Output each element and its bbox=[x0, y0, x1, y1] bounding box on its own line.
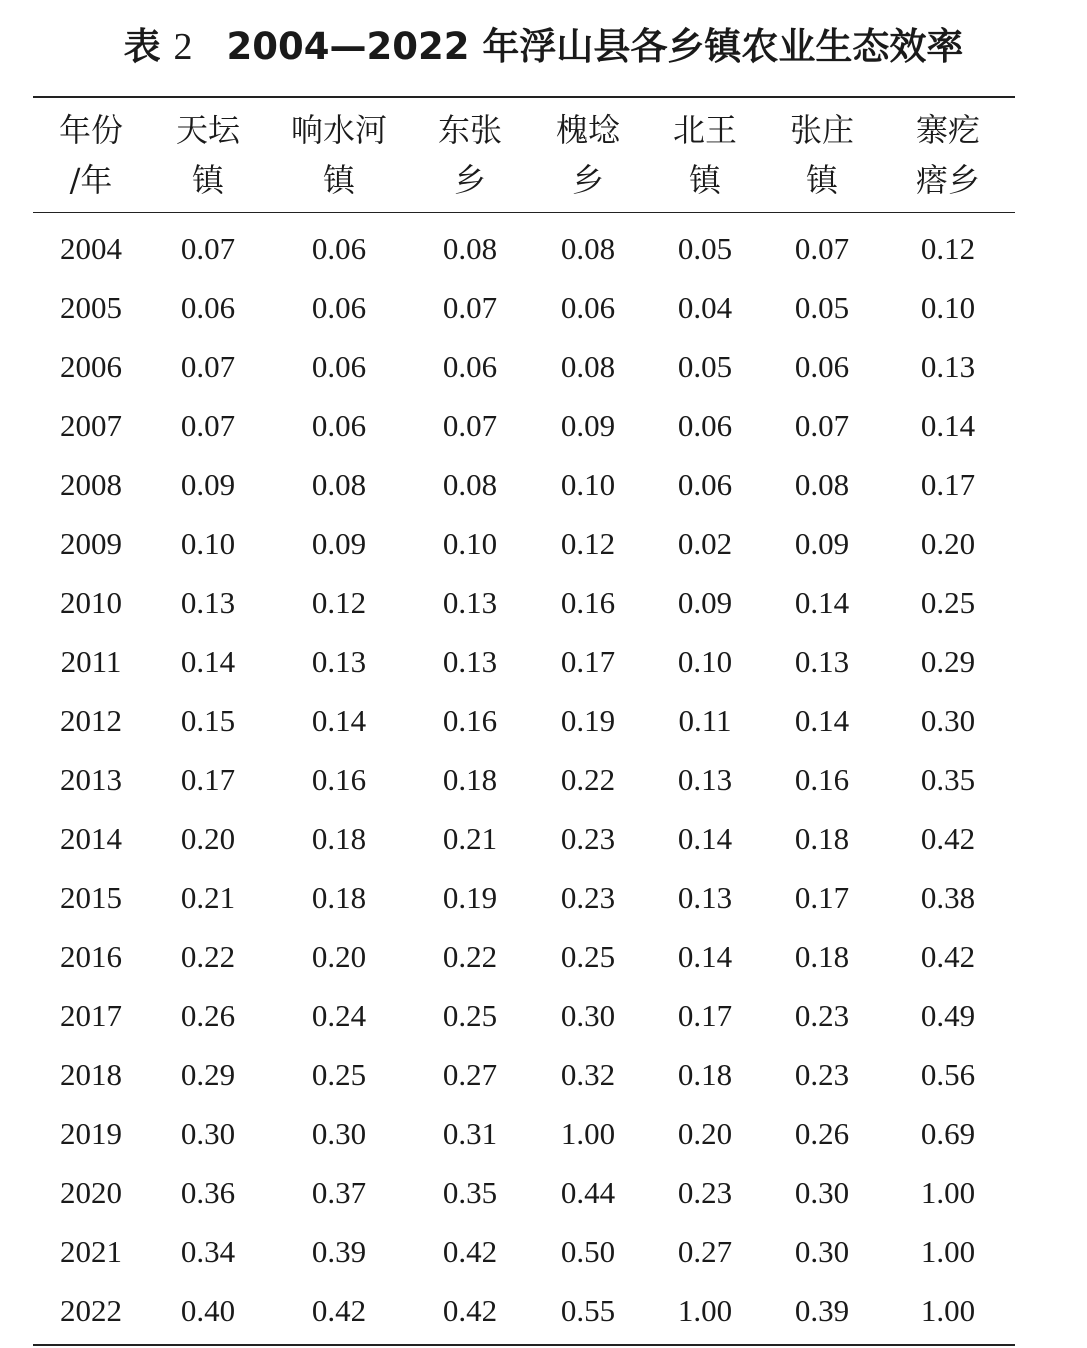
column-header-line: /年 bbox=[69, 161, 113, 199]
year-cell: 2017 bbox=[60, 997, 122, 1033]
year-cell: 2018 bbox=[60, 1056, 122, 1092]
table-row bbox=[33, 1045, 1015, 1104]
value-cell: 0.05 bbox=[677, 230, 733, 266]
value-cell: 0.06 bbox=[794, 348, 850, 384]
value-cell: 0.10 bbox=[677, 643, 733, 679]
value-cell: 0.42 bbox=[920, 820, 976, 856]
value-cell: 0.35 bbox=[920, 761, 976, 797]
value-cell: 0.20 bbox=[677, 1115, 733, 1151]
value-cell: 0.09 bbox=[560, 407, 616, 443]
value-cell: 0.18 bbox=[311, 879, 367, 915]
value-cell: 0.34 bbox=[180, 1233, 236, 1269]
year-cell: 2008 bbox=[60, 466, 122, 502]
column-header-line: 乡 bbox=[571, 161, 604, 199]
value-cell: 0.08 bbox=[311, 466, 367, 502]
table-row bbox=[33, 278, 1015, 337]
value-cell: 0.07 bbox=[180, 230, 236, 266]
year-cell: 2010 bbox=[60, 584, 122, 620]
value-cell: 0.16 bbox=[794, 761, 850, 797]
value-cell: 0.06 bbox=[442, 348, 498, 384]
value-cell: 0.06 bbox=[311, 230, 367, 266]
value-cell: 0.27 bbox=[442, 1056, 498, 1092]
value-cell: 0.37 bbox=[311, 1174, 367, 1210]
value-cell: 0.19 bbox=[442, 879, 498, 915]
table-row bbox=[33, 396, 1015, 455]
table-row bbox=[33, 213, 1015, 279]
value-cell: 0.13 bbox=[677, 879, 733, 915]
column-header bbox=[529, 97, 647, 213]
value-cell: 0.20 bbox=[920, 525, 976, 561]
value-cell: 0.23 bbox=[794, 1056, 850, 1092]
value-cell: 0.49 bbox=[920, 997, 976, 1033]
value-cell: 0.56 bbox=[920, 1056, 976, 1092]
value-cell: 0.39 bbox=[311, 1233, 367, 1269]
value-cell: 0.30 bbox=[560, 997, 616, 1033]
value-cell: 0.05 bbox=[677, 348, 733, 384]
value-cell: 0.08 bbox=[560, 230, 616, 266]
value-cell: 0.14 bbox=[920, 407, 976, 443]
year-cell: 2009 bbox=[60, 525, 122, 561]
year-cell: 2022 bbox=[60, 1292, 122, 1328]
value-cell: 0.38 bbox=[920, 879, 976, 915]
year-cell: 2019 bbox=[60, 1115, 122, 1151]
table-row bbox=[33, 691, 1015, 750]
table-row bbox=[33, 750, 1015, 809]
value-cell: 0.21 bbox=[180, 879, 236, 915]
table-body bbox=[33, 213, 1015, 1346]
value-cell: 0.25 bbox=[442, 997, 498, 1033]
caption-title: 2004—2022 年浮山县各乡镇农业生态效率 bbox=[226, 25, 964, 68]
value-cell: 0.20 bbox=[311, 938, 367, 974]
column-header-line: 镇 bbox=[322, 161, 355, 199]
year-cell: 2014 bbox=[60, 820, 122, 856]
table-row bbox=[33, 1163, 1015, 1222]
value-cell: 0.18 bbox=[311, 820, 367, 856]
value-cell: 0.14 bbox=[677, 938, 733, 974]
table-caption bbox=[0, 22, 1087, 72]
value-cell: 0.07 bbox=[794, 407, 850, 443]
value-cell: 0.25 bbox=[920, 584, 976, 620]
value-cell: 0.08 bbox=[442, 230, 498, 266]
value-cell: 0.07 bbox=[180, 407, 236, 443]
value-cell: 0.23 bbox=[560, 879, 616, 915]
value-cell: 0.07 bbox=[442, 289, 498, 325]
value-cell: 0.14 bbox=[794, 702, 850, 738]
value-cell: 0.04 bbox=[677, 289, 733, 325]
value-cell: 0.14 bbox=[677, 820, 733, 856]
column-header bbox=[881, 97, 1015, 213]
value-cell: 0.09 bbox=[794, 525, 850, 561]
value-cell: 1.00 bbox=[677, 1292, 733, 1328]
column-header-line: 天坛 bbox=[175, 111, 240, 149]
value-cell: 0.39 bbox=[794, 1292, 850, 1328]
table-row bbox=[33, 514, 1015, 573]
efficiency-table bbox=[33, 96, 1015, 1346]
value-cell: 1.00 bbox=[560, 1115, 616, 1151]
value-cell: 0.10 bbox=[560, 466, 616, 502]
column-header-line: 北王 bbox=[672, 111, 737, 149]
value-cell: 0.16 bbox=[311, 761, 367, 797]
value-cell: 0.10 bbox=[180, 525, 236, 561]
value-cell: 0.22 bbox=[180, 938, 236, 974]
value-cell: 0.12 bbox=[920, 230, 976, 266]
year-cell: 2005 bbox=[60, 289, 122, 325]
value-cell: 0.16 bbox=[442, 702, 498, 738]
value-cell: 0.29 bbox=[920, 643, 976, 679]
value-cell: 0.35 bbox=[442, 1174, 498, 1210]
value-cell: 0.30 bbox=[311, 1115, 367, 1151]
value-cell: 0.06 bbox=[311, 407, 367, 443]
table-row bbox=[33, 1281, 1015, 1345]
value-cell: 0.13 bbox=[794, 643, 850, 679]
value-cell: 0.08 bbox=[794, 466, 850, 502]
value-cell: 0.06 bbox=[311, 348, 367, 384]
value-cell: 0.26 bbox=[180, 997, 236, 1033]
value-cell: 0.25 bbox=[311, 1056, 367, 1092]
value-cell: 0.21 bbox=[442, 820, 498, 856]
value-cell: 0.42 bbox=[442, 1292, 498, 1328]
value-cell: 0.17 bbox=[560, 643, 616, 679]
value-cell: 0.23 bbox=[794, 997, 850, 1033]
value-cell: 0.09 bbox=[311, 525, 367, 561]
value-cell: 0.25 bbox=[560, 938, 616, 974]
value-cell: 0.14 bbox=[794, 584, 850, 620]
table-row bbox=[33, 337, 1015, 396]
column-header-line: 年份 bbox=[58, 111, 123, 149]
year-cell: 2012 bbox=[60, 702, 122, 738]
value-cell: 0.06 bbox=[677, 466, 733, 502]
value-cell: 0.18 bbox=[677, 1056, 733, 1092]
value-cell: 0.22 bbox=[442, 938, 498, 974]
value-cell: 0.55 bbox=[560, 1292, 616, 1328]
value-cell: 0.32 bbox=[560, 1056, 616, 1092]
value-cell: 0.30 bbox=[794, 1174, 850, 1210]
column-header bbox=[267, 97, 411, 213]
year-cell: 2006 bbox=[60, 348, 122, 384]
value-cell: 1.00 bbox=[920, 1292, 976, 1328]
table-row bbox=[33, 809, 1015, 868]
value-cell: 0.12 bbox=[311, 584, 367, 620]
value-cell: 0.19 bbox=[560, 702, 616, 738]
value-cell: 0.14 bbox=[180, 643, 236, 679]
value-cell: 0.07 bbox=[794, 230, 850, 266]
value-cell: 0.13 bbox=[442, 584, 498, 620]
column-header-line: 寨疙 bbox=[915, 111, 980, 149]
caption-prefix: 表 bbox=[123, 25, 161, 68]
table-row bbox=[33, 986, 1015, 1045]
value-cell: 0.11 bbox=[678, 702, 732, 738]
value-cell: 0.27 bbox=[677, 1233, 733, 1269]
value-cell: 0.06 bbox=[180, 289, 236, 325]
value-cell: 0.42 bbox=[920, 938, 976, 974]
column-header bbox=[411, 97, 529, 213]
column-header-line: 镇 bbox=[191, 161, 224, 199]
value-cell: 0.10 bbox=[442, 525, 498, 561]
year-cell: 2016 bbox=[60, 938, 122, 974]
value-cell: 0.08 bbox=[442, 466, 498, 502]
column-header bbox=[647, 97, 763, 213]
value-cell: 0.13 bbox=[311, 643, 367, 679]
value-cell: 0.13 bbox=[442, 643, 498, 679]
value-cell: 0.08 bbox=[560, 348, 616, 384]
column-header-line: 响水河 bbox=[290, 111, 387, 149]
value-cell: 0.18 bbox=[794, 820, 850, 856]
column-header bbox=[149, 97, 267, 213]
column-header bbox=[33, 97, 149, 213]
value-cell: 0.06 bbox=[560, 289, 616, 325]
value-cell: 0.06 bbox=[311, 289, 367, 325]
value-cell: 0.13 bbox=[920, 348, 976, 384]
year-cell: 2015 bbox=[60, 879, 122, 915]
value-cell: 0.23 bbox=[560, 820, 616, 856]
year-cell: 2011 bbox=[60, 643, 122, 679]
table-row bbox=[33, 632, 1015, 691]
value-cell: 0.09 bbox=[180, 466, 236, 502]
column-header-line: 瘩乡 bbox=[915, 161, 980, 199]
column-header-line: 镇 bbox=[688, 161, 721, 199]
value-cell: 0.18 bbox=[794, 938, 850, 974]
value-cell: 0.30 bbox=[180, 1115, 236, 1151]
value-cell: 0.15 bbox=[180, 702, 236, 738]
table-row bbox=[33, 1104, 1015, 1163]
year-cell: 2020 bbox=[60, 1174, 122, 1210]
column-header-line: 东张 bbox=[437, 111, 502, 149]
value-cell: 0.17 bbox=[677, 997, 733, 1033]
value-cell: 0.12 bbox=[560, 525, 616, 561]
year-cell: 2007 bbox=[60, 407, 122, 443]
value-cell: 0.10 bbox=[920, 289, 976, 325]
value-cell: 0.13 bbox=[677, 761, 733, 797]
value-cell: 0.07 bbox=[180, 348, 236, 384]
table-row bbox=[33, 927, 1015, 986]
value-cell: 0.50 bbox=[560, 1233, 616, 1269]
column-header-line: 张庄 bbox=[789, 111, 854, 149]
value-cell: 0.17 bbox=[180, 761, 236, 797]
value-cell: 0.13 bbox=[180, 584, 236, 620]
value-cell: 0.20 bbox=[180, 820, 236, 856]
value-cell: 0.17 bbox=[794, 879, 850, 915]
value-cell: 0.17 bbox=[920, 466, 976, 502]
value-cell: 0.42 bbox=[311, 1292, 367, 1328]
table-row bbox=[33, 1222, 1015, 1281]
year-cell: 2021 bbox=[60, 1233, 122, 1269]
value-cell: 1.00 bbox=[920, 1233, 976, 1269]
value-cell: 1.00 bbox=[920, 1174, 976, 1210]
value-cell: 0.06 bbox=[677, 407, 733, 443]
table-row bbox=[33, 455, 1015, 514]
value-cell: 0.44 bbox=[560, 1174, 616, 1210]
value-cell: 0.69 bbox=[920, 1115, 976, 1151]
column-header-line: 镇 bbox=[805, 161, 838, 199]
caption-number: 2 bbox=[173, 26, 193, 68]
value-cell: 0.09 bbox=[677, 584, 733, 620]
value-cell: 0.02 bbox=[677, 525, 733, 561]
column-header-line: 槐埝 bbox=[555, 111, 620, 149]
value-cell: 0.29 bbox=[180, 1056, 236, 1092]
year-cell: 2013 bbox=[60, 761, 122, 797]
value-cell: 0.31 bbox=[442, 1115, 498, 1151]
value-cell: 0.22 bbox=[560, 761, 616, 797]
table-row bbox=[33, 868, 1015, 927]
value-cell: 0.42 bbox=[442, 1233, 498, 1269]
value-cell: 0.26 bbox=[794, 1115, 850, 1151]
year-cell: 2004 bbox=[60, 230, 122, 266]
value-cell: 0.14 bbox=[311, 702, 367, 738]
header-row bbox=[33, 97, 1015, 213]
value-cell: 0.36 bbox=[180, 1174, 236, 1210]
value-cell: 0.30 bbox=[920, 702, 976, 738]
value-cell: 0.30 bbox=[794, 1233, 850, 1269]
value-cell: 0.18 bbox=[442, 761, 498, 797]
value-cell: 0.23 bbox=[677, 1174, 733, 1210]
table-row bbox=[33, 573, 1015, 632]
value-cell: 0.05 bbox=[794, 289, 850, 325]
column-header bbox=[763, 97, 881, 213]
value-cell: 0.24 bbox=[311, 997, 367, 1033]
column-header-line: 乡 bbox=[453, 161, 486, 199]
value-cell: 0.07 bbox=[442, 407, 498, 443]
value-cell: 0.40 bbox=[180, 1292, 236, 1328]
value-cell: 0.16 bbox=[560, 584, 616, 620]
